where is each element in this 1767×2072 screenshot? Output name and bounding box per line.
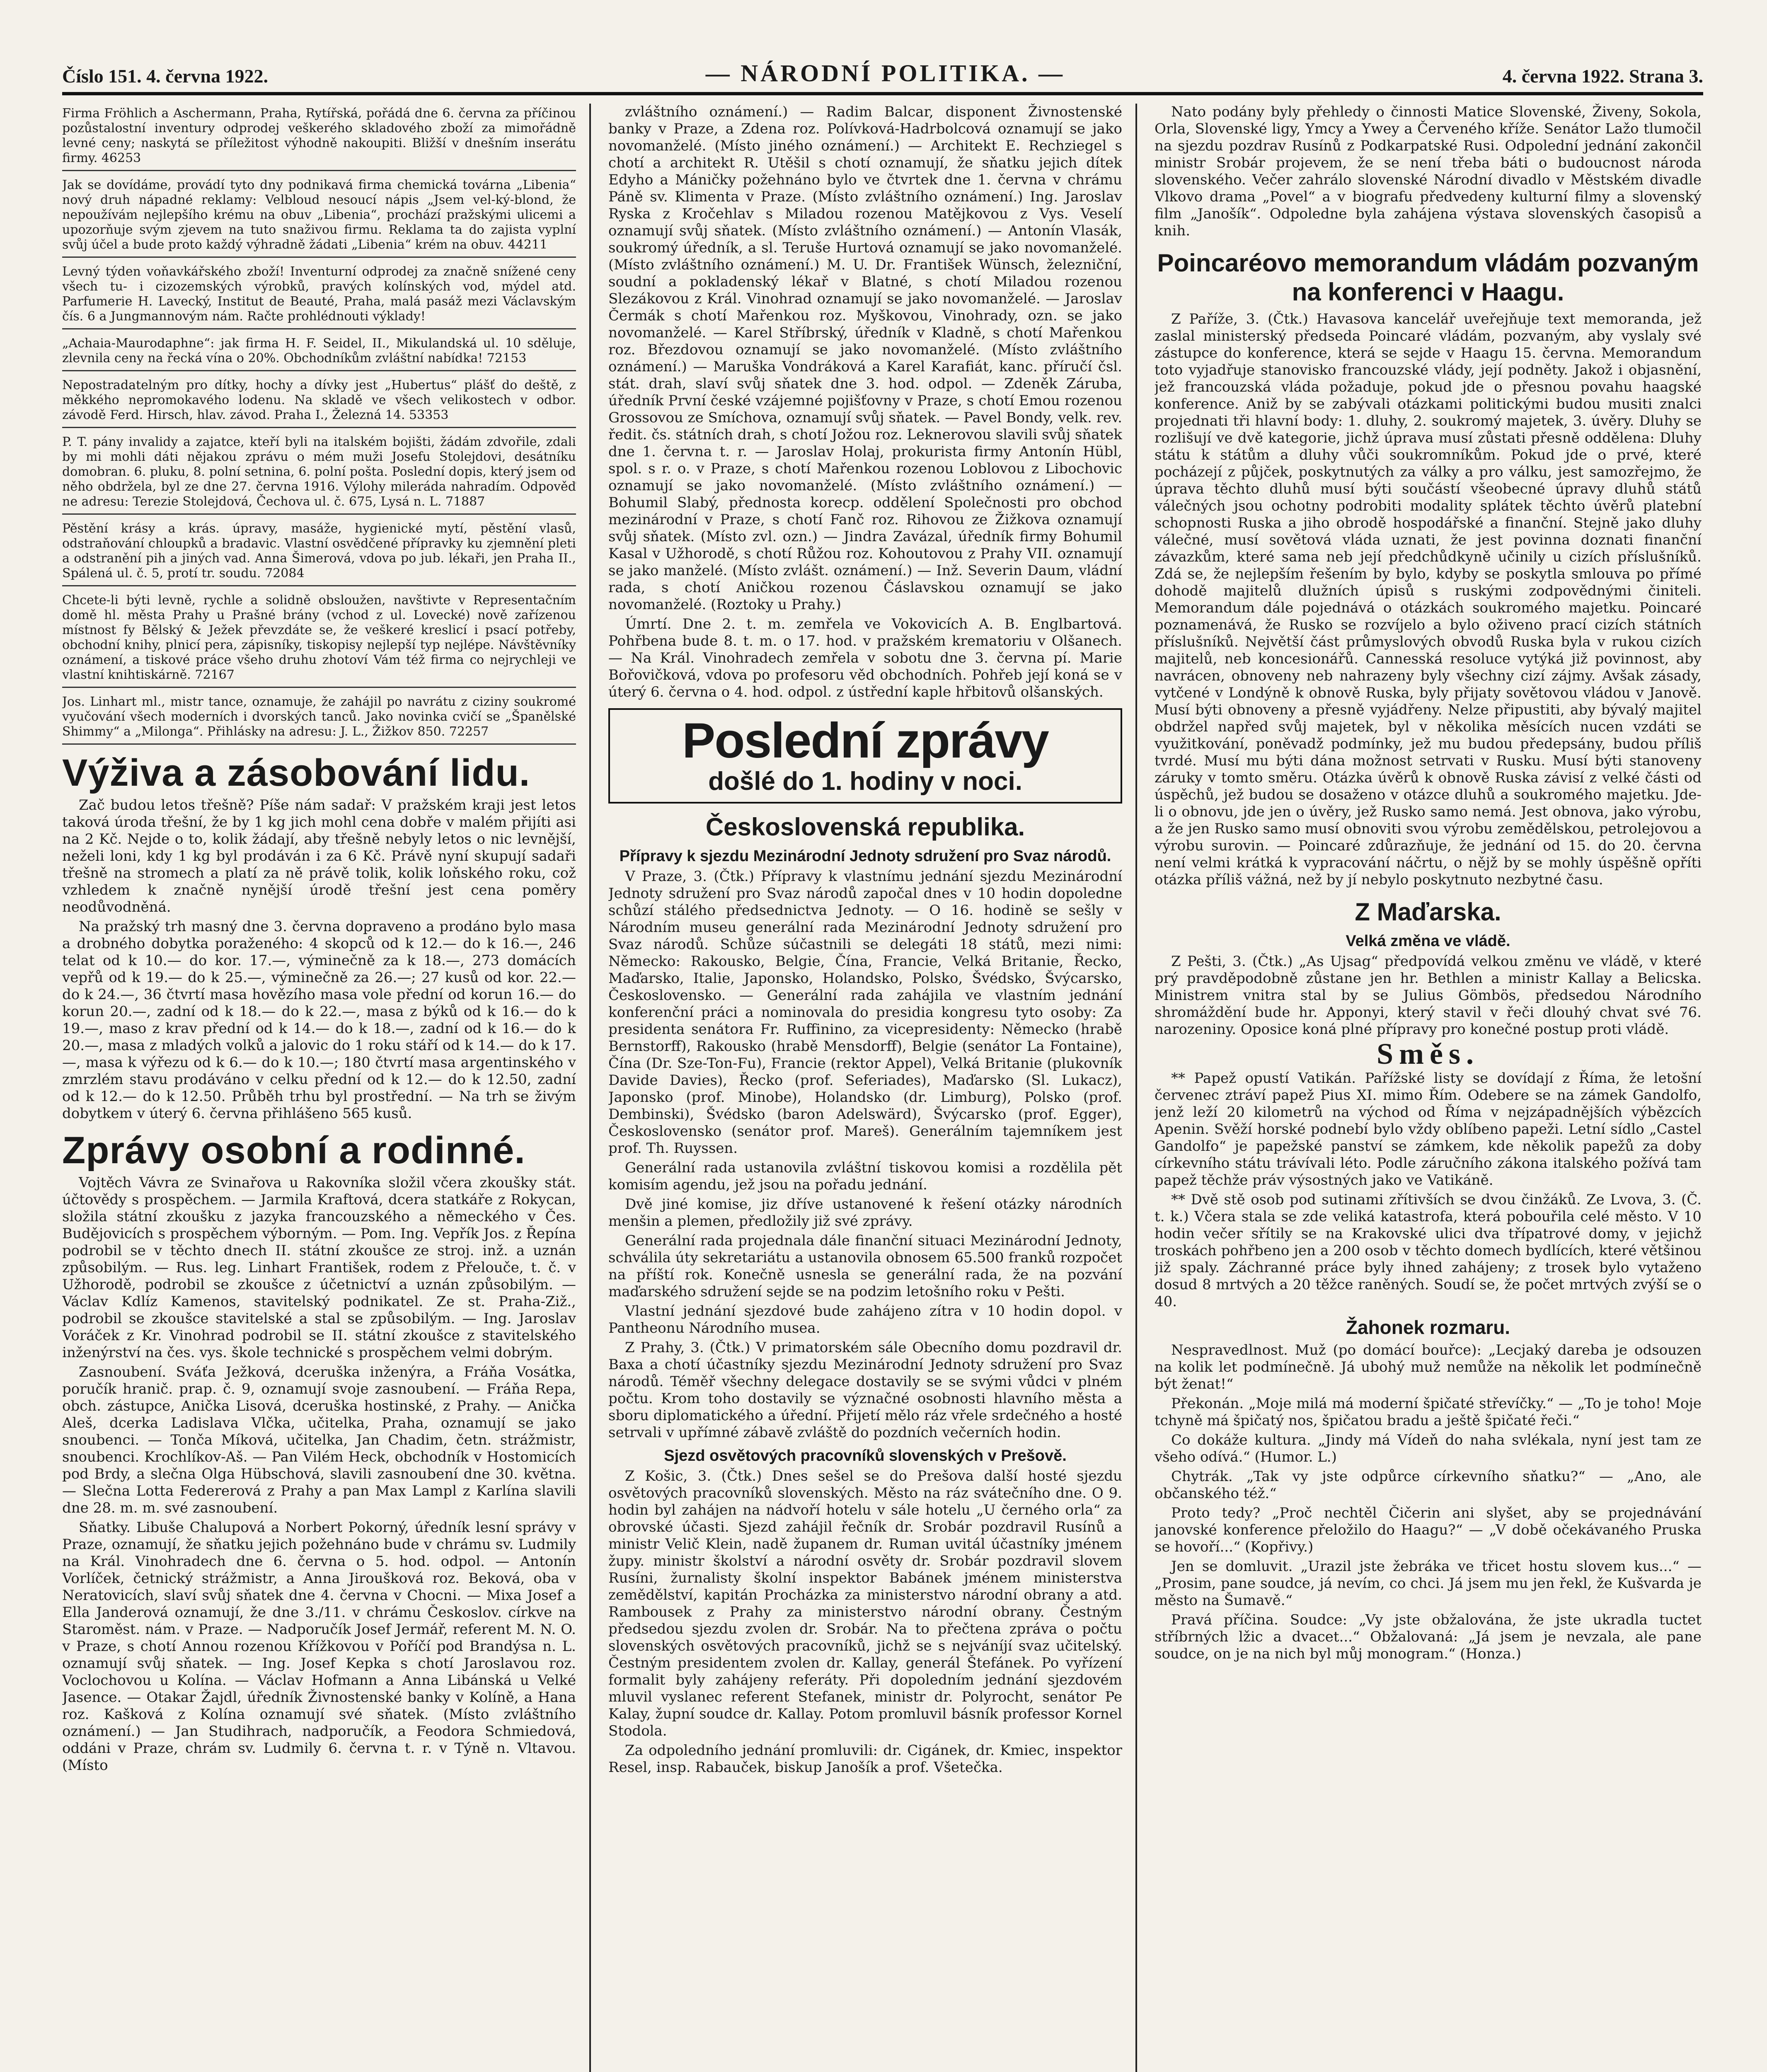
article-paragraph: Zač budou letos třešně? Píše nám sadař: V pražském kraji jest letos taková úroda třešní, že by 1 kg jich mohl cena dobře v malém přijíti asi na 2 Kč. Nejde o to, kolik žádají, aby třešně nebyly letos o nic levnější, neželi loni, kdy 1 kg byl prodáván i za 6 Kč. Právě nyní skupují sadaři třešně na stromech a platí za ně právě tolik, kolik loňského roku, což vzhledem k značně nynější úrodě třešní jest cena poměry neodůvodněná. — [62, 797, 576, 915]
latest-news-subtitle: došlé do 1. hodiny v noci. — [708, 767, 1022, 796]
issue-number: Číslo 151. 4. června 1922. — [62, 65, 269, 87]
advertisement: Jos. Linhart ml., mistr tance, oznamuje, že zahájil po navrátu z ciziny soukromé vyučování všech moderních i dvorských tanců. Jako novinka cvičí se „Španělské Shimmy“ a „Milonga“. Přihlásky na adresu: J. L., Žižkov 850. 72257 — [62, 692, 576, 745]
hungary-heading: Z Maďarska. — [1355, 898, 1501, 926]
article-paragraph: Co dokáže kultura. „Jindy má Vídeň do naha svlékala, nyní jest tam ze všeho odívá.“ (Humor. L.) — [1155, 1432, 1702, 1465]
column-1 — [62, 104, 576, 2072]
personal-news-continued — [608, 104, 1122, 701]
hungary-body: Z Pešti, 3. (Čtk.) „As Ujsag“ předpovídá velkou změnu ve vládě, v které prý pravděpodobně zůstane jen hr. Bethlen a ministr Kallay a Belicska. Ministrem vnitra stal by se Julius Gömbös, předsedou Národního shromáždění bude hr. Apponyi, který stavil v řeči dlouhý chvat své 76. narozeniny. Oposice koná plné přípravy pro konečné postup proti vládě. — [1155, 953, 1702, 1038]
column-rule — [589, 104, 591, 2072]
article-paragraph: Vojtěch Vávra ze Svinařova u Rakovníka složil včera zkoušky stát. účtovědy s prospěchem. — Jarmila Kraftová, dcera statkáře z Rokycan, složila státní zkoušku z jazyka francouzského a německého v Čes. Budějovicích s prospěchem výborným. — Pom. Ing. Vepřík Jos. z Řepína podrobil se v těchto dnech II. státní zkoušce ze stroj. inž. a uznán způsobilým. — Rus. leg. Linhart František, rodem z Přelouče, t. č. v Užhorodě, podrobil se zkoušce z účetnictví a uznán způsobilým. — Václav Kdlíz Kamenos, stavitelský podnikatel. Ze st. Praha-Ziž., podrobil se zkoušce stavitelské a stal se způsobilým. — Ing. Jaroslav Voráček z Kr. Vinohrad podrobil se II. státní zkoušce z stavitelského inženýrství na čes. vys. škole technické s prospěchem velmi dobrým. — [62, 1174, 576, 1361]
presov-congress-heading: Sjezd osvětových pracovníků slovenských v Prešově. — [664, 1447, 1067, 1464]
article-paragraph: Proto tedy? „Proč nechtěl Čičerin ani slyšet, aby se projednávání janovské konference přeložilo do Haagu?“ — „V době očekávaného Pruska se hovoří...“ (Kopřivy.) — [1155, 1505, 1702, 1555]
article-paragraph: Chytrák. „Tak vy jste odpůrce církevního sňatku?“ — „Ano, ale občanského též.“ — [1155, 1468, 1702, 1502]
newspaper-page — [62, 62, 1703, 2072]
article-paragraph: ** Dvě stě osob pod sutinami zřítivších se dvou činžáků. Ze Lvova, 3. (Č. t. k.) Včera stala se zde veliká katastrofa, která pobouřila celé město. V 10 hodin večer sřítily se na Krakovské ulici dva třípatrové domy, v jejichž troskách pohřbeno jen a 200 osob v těchto domech bydlících, které většinou již spaly. Záchranné práce byly ihned zahájeny; z trosek bylo vytaženo dosud 8 mrtvých a 20 těžce raněných. Soudí se, že počet mrtvých zvýší se o 40. — [1155, 1191, 1702, 1310]
column-2 — [608, 104, 1122, 2072]
article-paragraph: Pravá příčina. Soudce: „Vy jste obžalována, že jste ukradla tuctet stříbrných lžic a dvacet...“ Obžalovaná: „Já jsem je nevzala, ale pane soudce, on je na nich byl můj monogram.“ (Honza.) — [1155, 1612, 1702, 1662]
article-paragraph: Na pražský trh masný dne 3. června dopraveno a prodáno bylo masa a drobného dobytka poraženého: 4 skopců od k 12.— do k 16.—, 246 telat od k 10.— do kor. 17.—, výminečně za k 18.—, 273 domácích vepřů od k 19.— do k 25.—, výminečně za 26.—; 27 kusů od kor. 22.— do k 24.—, 36 čtvrtí masa hovězího masa vole přední od korun 16.— do korun 20.—, zadní od k 18.— do k 22.—, masa z býků od k 16.— do k 19.—, maso z krav přední od k 14.— do k 18.—, zadní od k 16.— do k 20.—, masa z mladých volků a jalovic do 1 roku stáří od k 14.— do k 17.—, masa k výřezu od k 6.— do k 10.—; 180 čtvrtí masa argentinského v zmrzlém stavu prodáváno v celku přední od k 12.— do k 12.50, zadní od k 12.— do k 12.50. Průběh trhu byl prostřední. — Na trh se živým dobytkem v úterý 6. června přihlášeno 565 kusů. — [62, 918, 576, 1122]
article-paragraph: zvláštního oznámení.) — Radim Balcar, disponent Živnostenské banky v Praze, a Zdena roz. Polívková-Hadrbolcová oznamují se jako novomanželé. (Místo jiného oznámení.) — Architekt E. Rechziegel s chotí a architekt R. Utěšil s chotí oznamují, že sňatku jejich dítek Edyho a Máničky požehnáno bylo ve čtvrtek dne 1. června v chrámu Páně sv. Klimenta v Praze. (Místo zvláštního oznámení.) Ing. Jaroslav Ryska z Kročehlav s Miladou rozenou Matějkovou z Vys. Veselí oznamují svůj sňatek. (Místo zvláštního oznámení.) — Antonín Vlasák, soukromý úředník, a sl. Teruše Hurtová oznamují se jako novomanželé. (Místo zvláštního oznámení.) M. U. Dr. František Wünsch, železniční, soudní a pokladenský lékař v Blatné, s chotí Miladou rozenou Slezákovou z Král. Vinohrad oznamují se jako novomanželé. — Jaroslav Čermák s chotí Mařenkou roz. Myškovou, Vinohrady, ozn. se jako novomanželé. — Karel Stříbrský, úředník v Kladně, s chotí Mařenkou roz. Březdovou oznamují se jako novomanželé. (Místo zvláštního oznámení.) — Maruška Vondráková a Karel Karafiát, kanc. příručí čsl. stát. drah, slaví svůj sňatek dne 3. hod. odpol. — Zdeněk Záruba, úředník První české vzájemné pojišťovny v Praze, s chotí Emou rozenou Grossovou ze Smíchova, oznamují svůj sňatek. — Pavel Bondy, velk. rev. ředit. čs. státních drah, s chotí Jožou roz. Leknerovou slavili svůj sňatek dne 1. června t. r. — Jaroslav Holaj, prokurista firmy Antonín Hübl, spol. s r. o. v Praze, s chotí Mařenkou rozenou Loblovou z Libochovic oznamují se jako novomanželé. (Místo zvláštního oznámení.) — Bohumil Slabý, přednosta korесp. oddělení Společnosti pro obchod mezinárodní v Praze, s chotí Fanč roz. Rihovou ze Žižkova oznamují svůj sňatek. (Místo zvl. ozn.) — Jindra Zavázal, úředník firmy Bohumil Kasal v Užhorodě, s chotí Růžou roz. Kohoutovou z Prahy VII. oznamují se jako manželé. (Místo zvlášt. oznámení.) — Inž. Severin Daum, vládní rada, s chotí Aničkou rozenou Čáslavskou oznamují se jako novomanželé. (Roztoky u Prahy.) — [608, 104, 1122, 613]
hungary-subheading: Velká změna ve vládě. — [1346, 932, 1510, 950]
page-number: 4. června 1922. Strana 3. — [1502, 65, 1703, 87]
league-congress-heading: Přípravy k sjezdu Mezinárodní Jednoty sdružení pro Svaz národů. — [619, 847, 1111, 865]
article-paragraph: Dvě jiné komise, jiz dříve ustanovené k řešení otázky národních menšin a plemen, předložily již své zprávy. — [608, 1196, 1122, 1230]
newspaper-title: — NÁRODNÍ POLITIKA. — — [705, 60, 1065, 87]
miscellany-body — [1155, 1070, 1702, 1310]
article-paragraph: ** Papež opustí Vatikán. Pařížské listy se dovídají z Říma, že letošní červenec ztráví papež Pius XI. mimo Řím. Odebere se na zámek Gandolfo, jenž leží 20 kilometrů na východ od Říma v nejzápadnějších výbězcích Apenin. Svěží horské podnebí bylo vždy oblíbeno papeži. Letní sídlo „Castel Gandolfo“ je papežské panství se zámkem, kde několik papežů za doby církevního státu trávívali léto. Podle záručního zákona italského požívá tam papež těchže práv výsostných jako ve Vatikáně. — [1155, 1070, 1702, 1188]
article-paragraph: Generální rada ustanovila zvláštní tiskovou komisi a rozdělila pět komisím agendu, jež jsou na pořadu jednání. — [608, 1159, 1122, 1193]
column-rule — [1135, 104, 1137, 2072]
article-paragraph: Jen se domluvit. „Urazil jste žebráka ve třicet hostu slovem kus...“ — „Prosim, pane soudce, já nevím, co chci. Já jsem mu jen řekl, že Kušvarda je město na Šumavě.“ — [1155, 1558, 1702, 1609]
advertisement: Firma Fröhlich a Aschermann, Praha, Rytířská, pořádá dne 6. června za příčinou pozůstalostní inventury odprodej veškerého skladového zboží za mimořádně levné ceny; naskytá se příležitost výhodně nakoupiti. Bližší v dnešním inserátu firmy. 46253 — [62, 104, 576, 171]
czechoslovakia-body — [608, 868, 1122, 1441]
advertisement: „Achaia-Maurodaphne“: jak firma H. F. Seidel, II., Mikulandská ul. 10 sděluje, zlevnila ceny na řecká vína o 20%. Obchodníkům zvláštní nabídka! 72153 — [62, 334, 576, 371]
section-personal-body — [62, 1174, 576, 1774]
article-paragraph: Za odpoledního jednání promluvili: dr. Cigánek, dr. Kmiec, inspektor Resel, insp. Rabauček, biskup Janošík a prof. Všetečka. — [608, 1742, 1122, 1776]
section-food-body — [62, 797, 576, 1122]
article-paragraph: Vlastní jednání sjezdové bude zahájeno zítra v 10 hodin dopol. v Pantheonu Národního musea. — [608, 1303, 1122, 1336]
latest-news-box — [608, 708, 1122, 804]
column-3 — [1155, 104, 1702, 2072]
advertisement: Jak se dovídáme, provádí tyto dny podnikavá firma chemická továrna „Libenia“ nový druh nápadné reklamy: Velbloud nesoucí nápis „Jsem vel-ký-blond, že nepoužívám nejlepšího krému na obuv „Libenia“, prochází pražskými ulicemi a upozorňuje svým zjevem na tuto snaživou firmu. Reklama ta do zajista vyplní svůj účel a bude proto každý výhradně žádati „Libenia“ krém na obuv. 44211 — [62, 175, 576, 258]
advertisement: Chcete-li býti levně, rychle a solidně obsloužen, navštivte v Representačním domě hl. města Prahy u Prašné brány (vchod z ul. Lovecké) nově zařízenou místnost fy Bělský & Ježek převzdáte se, že veškeré kreslicí i psací potřeby, obchodní knihy, plnicí pera, zápisníky, tiskopisy nejlepší typ nejlépe. Návštěvníky oznámení, a tiskové práce všeho druhu zhotoví Vám též firma co nejrychleji ve vlastní knihtiskárně. 72167 — [62, 591, 576, 688]
section-title-food: Výživa a zásobování lidu. — [62, 752, 530, 794]
article-paragraph: Zasnoubení. Sváťa Ježková, dceruška inženýra, a Fráňa Vosátka, poručík hranič. prap. č. 9, oznamují svoje zasnoubení. — Fráňa Repa, obch. zástupce, Anička Lisová, dceruška hostinské, z Prahy. — Anička Aleš, dcerka Ladislava Vlčka, učitelka, Praha, oznamují se jako snoubenci. — Tonča Míková, učitelka, Jan Chadim, četn. strážmistr, snoubenci. Krochlíkov-Aš. — Pan Vilém Heck, obchodník v Hostomicích pod Brdy, a slečna Olga Hübschová, slavili zasnoubení dne 30. května. — Slečna Lotta Federerová z Prahy a pan Max Lampl z Karlína slavili dne 28. m. m. své zasnoubení. — [62, 1364, 576, 1516]
masthead — [62, 62, 1703, 95]
article-paragraph: Z Košic, 3. (Čtk.) Dnes sešel se do Prešova další hosté sjezdu osvětových pracovníků slovenských. Město na ráz svátečního dne. O 9. hodin byl zahájen na nádvoří hotelu v sále hotelu „U černého orla“ za obrovské účasti. Sjezd zahájil řečník dr. Srobár pozdravil Rusínů a ministr Velič Klein, nadě županem dr. Ruman uvitál účastníky jménem župy. ministr školství a národní osvěty dr. Srobár pozdravil slovem Rusíni, žurnalisty školní inspektor Babánek jménem ministerstva zemědělství, kapitán Procházka za ministerstvo národní obrany a atd. Rambousek z Prahy za ministerstvo národní obrany. Čestným předsedou sjezdu zvolen dr. Srobár. Na to přečtena zpráva o počtu slovenských osvětových pracovníků, jichž se s nejváníjí svaz učitelský. Čestným presidentem zvolen dr. Kallay, generál Štefánek. Po vyřízení formalit byly zahájeny referáty. Při dopoledním jednání sjezdovém mluvil vyslanec referent Stefanek, ministr dr. Polyrocht, senátor Pe Kalay, župní soudce dr. Kallay. Potom promluvil básník professor Kornel Stodola. — [608, 1468, 1122, 1739]
poincare-heading: Poincaréovo memorandum vládám pozvaným na konferenci v Haagu. — [1157, 249, 1699, 306]
advertisement: P. T. pány invalidy a zajatce, kteří byli na italském bojišti, žádám zdvořile, zdali by mi mohli dáti nějakou zprávu o mém muži Josefu Stolejdovi, desátníku domobran. 6. pluku, 8. polní setnina, 6. polní pošta. Poslední dopis, který jsem od něho obdržela, byl ze dne 27. června 1916. Výlohy milerádа nahradím. Odpověď ne adresu: Terezie Stolejdová, Čechova ul. č. 675, Lysá n. L. 71887 — [62, 432, 576, 515]
article-paragraph: Z Prahy, 3. (Čtk.) V primatorském sále Obecního domu pozdravil dr. Baxa a chotí účastníky sjezdu Mezinárodní Jednoty sdružení pro Svaz národů. Téměř všechny delegace dostavily se se svými vůdci v plném počtu. Krom toho dostavily se význačné osobnosti hlavního města a sboru diplomatického a úřední. Přijetí mělo ráz vřele srdečného a hosté setrvali v upřímné zábavě zvláště do pozdních večerních hodin. — [608, 1339, 1122, 1441]
advertisement: Levný týden voňavkářského zboží! Inventurní odprodej za značně snížené ceny všech tu- i cizozemských výrobků, pravých kolínských vod, mýdel atd. Parfumerie H. Lavecký, Institut de Beauté, Praha, malá pasáž mezi Václavským čís. 6 a Jungmannovým nám. Račte prohlédnouti výklady! — [62, 262, 576, 329]
latest-news-title: Poslední zprávy — [682, 713, 1048, 768]
article-paragraph: Nespravedlnost. Muž (po domácí bouřce): „Lecjaký dareba je odsouzen na kolik let podmínečně. Já ubohý muž nemůže na několik let podmínečně být ženat!“ — [1155, 1342, 1702, 1392]
miscellany-heading: Směs. — [1377, 1037, 1479, 1070]
article-paragraph: Z Paříže, 3. (Čtk.) Havasova kancelář uveřejňuje text memoranda, jež zaslal ministerský předseda Poincaré vládám, pozvaným, aby vyslaly své zástupce do konference, která se sejde v Haagu 15. června. Memorandum toto vyjadřuje stanovisko francouzské vlády, její podněty. Jakož i objasnění, jež francouzská vláda požaduje, pokud jde o přesnou povahu haagské konference. Aniž by se zabývali otázkami politickými budou musiti znalci projednati tři hlavní body: 1. dluhy, 2. soukromý majetek, 3. úvěry. Dluhy se rozlišují ve dvě kategorie, jichž úprava musí zůstati přesně oddělena: Dluhy státu k státům a dluhy vůči soukromníkům. Pokud jde o prvé, které pocházejí z půjček, poskytnutých za války a pro válku, jest samozřejmo, že úprava těchto dluhů musí býti součástí všeobecné úpravy dluhů států válečných jsou ochotny podrobiti modality splátek těchto úvěrů platební schopnosti Ruska a jiho obrodě hospodářské a finanční. Stejně jako dluhy válečné, musí sovětová vláda uznati, že jest povinna doznati finanční závazkům, které sama neb její předchůdkyně učinily u cizích příslušníků. Zdá se, že nejlepším řešením by bylo, kdyby se poskytla smlouva po přímé dohodě majitelů dlužních úpisů s ruskými zodpovědnými činiteli. Memorandum dále pojednává o otázkách soukromého majetku. Poincaré poznamenává, že Rusko se rozvíjelo a bylo oživeno prací cizích státních příslušníků. Největší část průmyslových obvodů Ruska byla v rukou cizích majitelů, neb koncesionářů. Cannesská resoluce vytýká již povinnost, aby navrácen, obnoveny neb nahrazeny byly všechny cizí zájmy. Avšak zásady, vytčené v Londýně k obnově Ruska, byly přijaty sovětovou vládou v Janově. Musí býti obnoveny a přesně vyjádřeny. Nelze připustiti, aby bývalý majitel obdržel napřed svůj majetek, byl v několika měsících nucen vzdáti se využitkování, poněvadž podmínky, jež mu budou předepsány, budou příliš tvrdé. Musí mu býti dána možnost setrvati v Rusku. Musí býti stanoveny záruky v tomto směru. Otázka úvěrů k obnově Ruska závisí z velké části od úspěchů, jež budou se dosaženo v otázce dluhů a soukromého majetku. Jde-li o obnovu, jde jen o úvěry, jež Rusko samo nemá. Jest obnova, jako výrobu, a že jen Rusko samo musí obnoviti svou výrobu zemědělskou, petrolejovou a výrobu surovin. — Poincaré zdůrazňuje, že jednání od 15. do 20. června není velmi krátká k vypracování náčrtu, o nějž by se mohly úspěšně opříti otázka příliš vážná, než by jí nebylo poskytnuto nezbytné času. — [1155, 311, 1702, 888]
humor-heading: Žahonek rozmaru. — [1346, 1317, 1510, 1338]
article-paragraph: Překonán. „Moje milá má moderní špičaté střevíčky.“ — „To je toho! Moje tchyně má špičatý nos, špičatou bradu a ještě špičaté řeči.“ — [1155, 1395, 1702, 1429]
article-paragraph: Úmrtí. Dne 2. t. m. zemřela ve Vokovicích A. B. Englbartová. Pohřbena bude 8. t. m. o 17. hod. v pražském krematoriu v Olšanech. — Na Král. Vinohradech zemřela v sobotu dne 3. června pí. Marie Bořovičková, vdova po profesoru věd obchodních. Pohřeb její koná se v úterý 6. června o 4. hod. odpol. z ústřední kaple hřbitovů olšanských. — [608, 616, 1122, 700]
article-paragraph: V Praze, 3. (Čtk.) Přípravy k vlastnímu jednání sjezdu Mezinárodní Jednoty sdružení pro Svaz národů započal dnes v 10 hodin dopoledne schůzí stálého předsednictva Jednoty. — O 16. hodině se sešly v Národním museu generální rada Mezinárodní Jednoty sdružení pro Svaz národů. Schůze súčastnili se delegáti 18 států, mezi nimi: Německo: Rakousko, Belgie, Čína, Francie, Velká Britanie, Řecko, Maďarsko, Italie, Japonsko, Holandsko, Polsko, Švédsko, Švýcarsko, Československo. — Generální rada zahájila ve vlastním jednání konferenční práci a nominovala do presidia kongresu tyto osoby: Za presidenta senátora Fr. Ruffinino, za vicepresidenty: Německo (hrabě Bernstorff), Rakousko (hrabě Mensdorff), Belgie (senátor La Fontaine), Čína (Dr. Sze-Ton-Fu), Francie (rektor Appel), Velká Britanie (plukovník Davide Davies), Řecko (prof. Seferiades), Maďarsko (Sl. Lukacz), Japonsko (prof. Minobe), Holandsko (dr. Limburg), Polsko (prof. Dembinski), Švédsko (baron Adelswärd), Švýcarsko (prof. Egger), Československo (senátor prof. Mareš). Generálním tajemníkem jest prof. Th. Ruyssen. — [608, 868, 1122, 1157]
humor-body — [1155, 1342, 1702, 1663]
advertisement: Pěstění krásy a krás. úpravy, masáže, hygienické mytí, pěstění vlasů, odstraňování chloupků a bradavic. Vlastní osvědčené přípravky ku zjemnění pleti a odstranění pih a jiných vad. Anna Šimerová, vdova po jub. lékaři, jen Praha II., Spálená ul. č. 5, protí tr. soudu. 72084 — [62, 519, 576, 586]
section-title-personal: Zprávy osobní a rodinné. — [62, 1129, 525, 1172]
advertisement: Nepostradatelným pro dítky, hochy a dívky jest „Hubertus“ plášť do deště, z měkkého nepromokavého lodenu. Na skladě ve všech velikostech v odbor. závodě Ferd. Hirsch, hlav. závod. Praha I., Železná 14. 53353 — [62, 375, 576, 428]
article-paragraph: Sňatky. Libuše Chalupová a Norbert Pokorný, úředník lesní správy v Praze, oznamují, že sňatku jejich požehnáno bude v chrámu sv. Ludmily na Král. Vinohradech dne 6. června o 5. hod. odpol. — Antonín Vorlíček, četnický strážmistr, a Anna Jiroušková roz. Beková, oba v Neratovicích, slaví svůj sňatek dne 4. června v Chocni. — Mixa Josef a Ella Janderová oznamují, že dne 3./11. v chrámu Českoslov. církve na Staroměst. nám. v Praze. — Nadporučík Josef Jermář, referent M. N. O. v Praze, s chotí Annou rozenou Křížkovou v Poříčí pod Brandýsa n. L. oznamují svůj sňatek. — Ing. Josef Kepka s chotí Jaroslavou roz. Voclochovou u Kolína. — Václav Hofmann a Anna Libánská u Velké Jasence. — Otakar Žajdl, úředník Živnostenské banky v Kolíně, a Hana roz. Kašková z Kolína oznamují své sňatek. (Místo zvláštního oznámení.) — Jan Studihrach, nadporučík, a Feodora Schmiedová, oddáni v Praze, chrám sv. Ludmily 6. června t. r. v Týně n. Vltavou. (Místo — [62, 1519, 576, 1774]
advertisements — [62, 104, 576, 745]
article-paragraph: Generální rada projednala dále finanční situaci Mezinárodní Jednoty, schválila úty sekretariátu a ustanovila obnosem 65.500 franků rozpočet na příští rok. Konečně usnesla se generální rada, že na pozvání maďarského sdružení sejde se na podzim letošního roku v Pešti. — [608, 1232, 1122, 1300]
presov-congress-body — [608, 1468, 1122, 1776]
poincare-body — [1155, 311, 1702, 888]
czechoslovakia-heading: Československá republika. — [705, 813, 1025, 841]
slovak-congress-continued: Nato podány byly přehledy o činnosti Matice Slovenské, Živeny, Sokola, Orla, Slovenské ligy, Ymcy a Ywey a Červeného kříže. Senátor Lažo tlumočil na sjezdu pozdrav Rusínů z Podkarpatské Rusi. Odpolední jednání zakončil ministr Srobár projevem, že se není třeba báti o budoucnost národa slovenského. Večer zahrálo slovenské Národní divadlo v Městském divadle Vlkovo drama „Povel“ a v biografu předvedeny kulturní filmy a slovenský film „Janošík“. Odpoledne byla zahájena výstava slovenských časopisů a knih. — [1155, 104, 1702, 239]
